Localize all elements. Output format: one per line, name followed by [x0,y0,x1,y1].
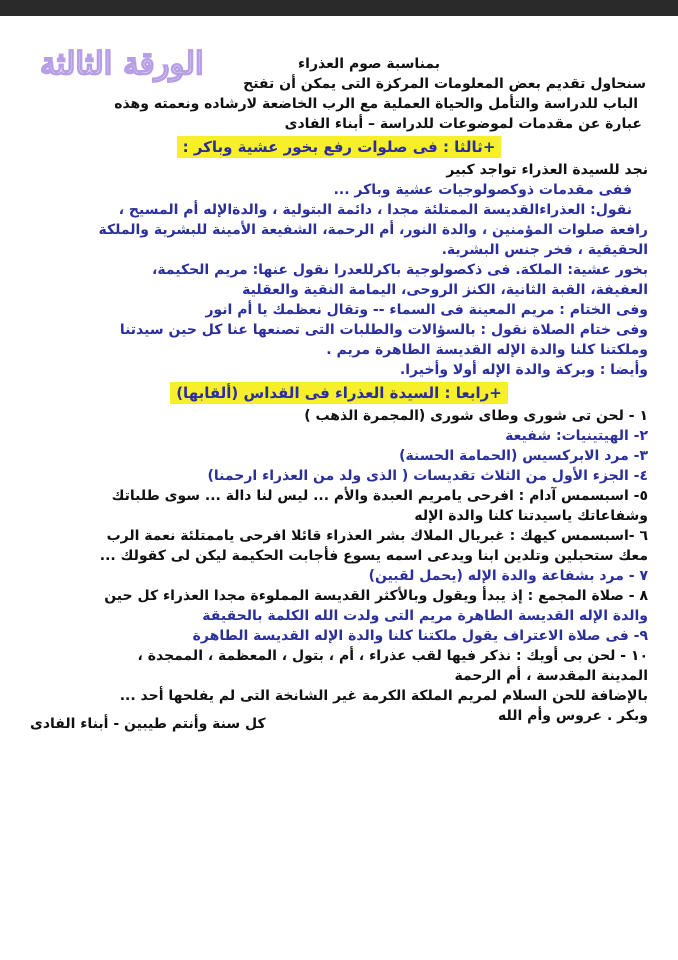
liturgy-addition-cont: وبكر . عروس وأم الله [498,708,648,724]
liturgy-item-7: ٧ - مرد بشفاعة والدة الإله (يحمل لقبين) [368,568,648,584]
section-3-line-1: نجد للسيدة العذراء تواجد كبير [446,162,648,178]
closing-row [30,706,648,734]
intro-line-2: الباب للدراسة والتأمل والحياة العملية مع الرب الخاضعة لارشاده ونعمته وهذه [114,96,638,112]
section-3-line-2: ففى مقدمات ذوكصولوجيات عشية وباكر ... [333,182,632,198]
page-number-watermark: الورقة الثالثة [40,46,204,82]
section-4-heading-wrap [30,382,648,404]
liturgy-item-8: ٨ - صلاة المجمع : إذ يبدأ ويقول وبالأكثر القديسة المملوءة مجدا العذراء كل حين [104,588,648,604]
section-3-heading: +ثالثا : فى صلوات رفع بخور عشية وباكر : [177,136,502,158]
document-body [30,54,648,734]
top-dark-bar [0,0,678,16]
section-3-line-6: بخور عشية: الملكة. فى ذكصولوجية باكرللعدرا نقول عنها: مريم الحكيمة، [152,262,648,278]
section-4-heading: +رابعا : السيدة العذراء فى القداس (ألقابها) [170,382,508,404]
closing-greeting: كل سنة وأنتم طيبين - أبناء الفادى [30,716,266,732]
document-page [0,16,678,960]
liturgy-item-4: ٤- الجزء الأول من الثلاث تقديسات ( الذى ولد من العذراء ارحمنا) [207,468,648,484]
liturgy-item-8-cont: والدة الإله القديسة الطاهرة مريم التى ولدت الله الكلمة بالحقيقة [202,608,648,624]
liturgy-item-9: ٩- فى صلاة الاعتراف يقول ملكتنا كلنا والدة الإله القديسة الطاهرة [192,628,648,644]
liturgy-item-6: ٦ -اسبسمس كيهك : غبريال الملاك بشر العذراء قائلا افرحى ياممتلئة نعمة الرب [106,528,648,544]
liturgy-item-5: ٥- اسبسمس آدام : افرحى يامريم العبدة والأم ... ليس لنا دالة ... سوى طلباتك [111,488,648,504]
section-3-line-3: نقول: العذراءالقديسة الممتلئة مجدا ، دائمة البتولية ، والدةالإله أم المسيح ، [118,202,632,218]
liturgy-item-5-cont: وشفاعاتك ياسيدتنا كلنا والدة الإله [414,508,648,524]
occasion-title: بمناسبة صوم العذراء [298,56,440,72]
liturgy-addition: بالإضافة للحن السلام لمريم الملكة الكرمة غير الشانخة التى لم يفلحها أحد ... [119,688,648,704]
section-3-line-8: وفى الختام : مريم المعينة فى السماء -- وتقال نعظمك يا أم انور [205,302,648,318]
liturgy-item-1: ١ - لحن تى شورى وطاى شورى (المجمرة الذهب ) [304,408,648,424]
liturgy-item-3: ٣- مرد الابركسيس (الحمامة الحسنة) [399,448,648,464]
liturgy-item-6-cont: معك ستحبلين وتلدين ابنا ويدعى اسمه يسوع فأجابت الحكيمة ليكن لى كقولك ... [99,548,648,564]
liturgy-item-2: ٢- الهيتينيات: شفيعة [505,428,648,444]
section-3-line-10: وملكتنا كلنا والدة الإله القديسة الطاهرة مريم . [326,342,648,358]
section-3-line-11: وأيضا : وبركة والدة الإله أولا وأخيرا. [399,362,648,378]
section-3-line-7: العفيفة، القبة الثانية، الكنز الروحى، اليمامة النقية والعقلية [242,282,648,298]
intro-line-1: سنحاول تقديم بعض المعلومات المركزة التى يمكن أن تفتح [243,76,646,92]
intro-line-3: عبارة عن مقدمات لموضوعات للدراسة – أبناء الفادى [284,116,642,132]
section-3-line-5: الحقيقية ، فخر جنس البشرية. [441,242,648,258]
section-3-heading-wrap [30,136,648,158]
section-3-line-9: وفى ختام الصلاة نقول : بالسؤالات والطلبات التى تصنعها عنا كل حين سيدتنا [119,322,648,338]
liturgy-item-10: ١٠ - لحن بى أويك : نذكر فيها لقب عذراء ، أم ، بتول ، المعظمة ، الممجدة ، [137,648,648,664]
liturgy-item-10-cont: المدينة المقدسة ، أم الرحمة [454,668,648,684]
section-3-line-4: رافعة صلوات المؤمنين ، والدة النور، أم الرحمة، الشفيعة الأمينة للبشرية والملكة [98,222,648,238]
